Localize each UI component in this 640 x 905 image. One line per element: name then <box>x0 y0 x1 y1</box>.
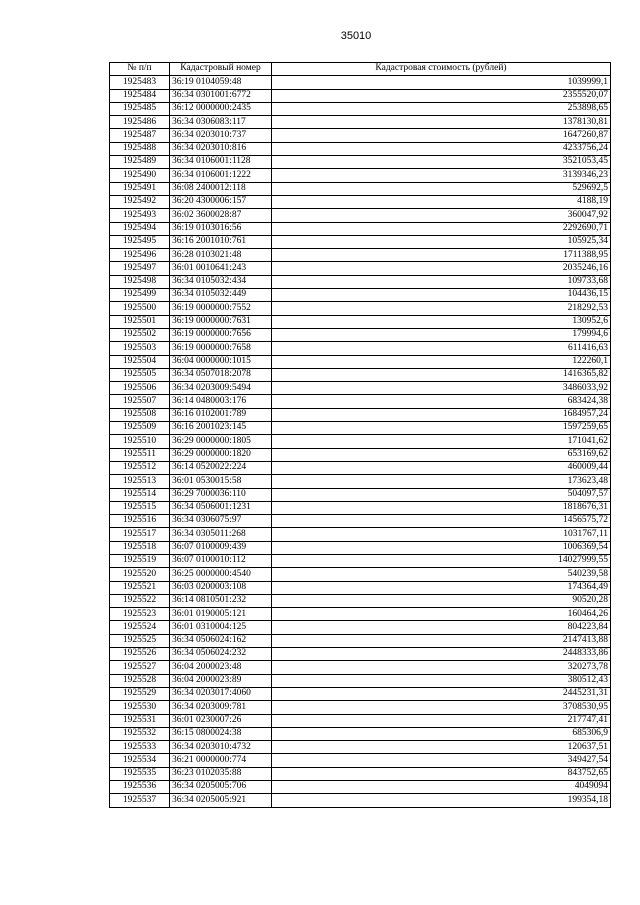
cadastral-number: 36:34 0105032:434 <box>170 275 272 288</box>
table-body <box>110 76 611 807</box>
cadastral-number: 36:34 0506024:162 <box>170 634 272 647</box>
row-number: 1925506 <box>110 382 170 395</box>
row-number: 1925485 <box>110 102 170 115</box>
table-row <box>110 741 611 754</box>
cadastral-number: 36:16 2001010:761 <box>170 235 272 248</box>
table-row <box>110 608 611 621</box>
cadastral-number: 36:34 0106001:1222 <box>170 169 272 182</box>
cadastral-value: 120637,51 <box>272 741 611 754</box>
cadastral-number: 36:34 0306075:97 <box>170 515 272 528</box>
row-number: 1925527 <box>110 661 170 674</box>
row-number: 1925532 <box>110 727 170 740</box>
cadastral-number: 36:02 3600028:87 <box>170 209 272 222</box>
cadastral-number: 36:34 0205005:921 <box>170 794 272 807</box>
row-number: 1925523 <box>110 608 170 621</box>
row-number: 1925494 <box>110 222 170 235</box>
cadastral-value: 109733,68 <box>272 275 611 288</box>
cadastral-number: 36:34 0305011:268 <box>170 528 272 541</box>
cadastral-number: 36:34 0205005:706 <box>170 781 272 794</box>
row-number: 1925512 <box>110 461 170 474</box>
cadastral-value: 1378130,81 <box>272 116 611 129</box>
cadastral-number: 36:04 2000023:89 <box>170 674 272 687</box>
cadastral-number: 36:23 0102035:88 <box>170 767 272 780</box>
table-row <box>110 182 611 195</box>
cadastral-value: 360047,92 <box>272 209 611 222</box>
header-cadastral-value: Кадастровая стоимость (рублей) <box>272 63 611 76</box>
table-row <box>110 302 611 315</box>
cadastral-number: 36:34 0506001:1231 <box>170 501 272 514</box>
cadastral-number: 36:34 0306083:117 <box>170 116 272 129</box>
table-row <box>110 581 611 594</box>
table-row <box>110 102 611 115</box>
table-row <box>110 488 611 501</box>
cadastral-number: 36:34 0203009:5494 <box>170 382 272 395</box>
cadastral-value: 1031767,11 <box>272 528 611 541</box>
row-number: 1925530 <box>110 701 170 714</box>
table-row <box>110 209 611 222</box>
cadastral-number: 36:16 0102001:789 <box>170 408 272 421</box>
table-row <box>110 541 611 554</box>
cadastral-value: 3139346,23 <box>272 169 611 182</box>
cadastral-number: 36:28 0103021:48 <box>170 249 272 262</box>
cadastral-number: 36:34 0507018:2078 <box>170 368 272 381</box>
row-number: 1925522 <box>110 594 170 607</box>
row-number: 1925490 <box>110 169 170 182</box>
page-number: 35010 <box>340 30 372 42</box>
cadastral-value: 4188,19 <box>272 195 611 208</box>
row-number: 1925520 <box>110 568 170 581</box>
row-number: 1925503 <box>110 342 170 355</box>
table-row <box>110 342 611 355</box>
cadastral-number: 36:34 0203010:737 <box>170 129 272 142</box>
cadastral-value: 1039999,1 <box>272 76 611 89</box>
cadastral-value: 14027999,55 <box>272 554 611 567</box>
table-row <box>110 515 611 528</box>
row-number: 1925536 <box>110 781 170 794</box>
cadastral-value: 1647260,87 <box>272 129 611 142</box>
cadastral-number: 36:12 0000000:2435 <box>170 102 272 115</box>
table-row <box>110 275 611 288</box>
table-row <box>110 634 611 647</box>
header-cadastral-number: Кадастровый номер <box>170 63 272 76</box>
cadastral-value: 199354,18 <box>272 794 611 807</box>
cadastral-value: 90520,28 <box>272 594 611 607</box>
row-number: 1925518 <box>110 541 170 554</box>
row-number: 1925491 <box>110 182 170 195</box>
cadastral-number: 36:25 0000000:4540 <box>170 568 272 581</box>
cadastral-number: 36:19 0000000:7631 <box>170 315 272 328</box>
cadastral-number: 36:01 0010641:243 <box>170 262 272 275</box>
cadastral-number: 36:34 0301001:6772 <box>170 89 272 102</box>
cadastral-number: 36:14 0810501:232 <box>170 594 272 607</box>
cadastral-number: 36:34 0203017:4060 <box>170 687 272 700</box>
cadastral-number: 36:34 0106001:1128 <box>170 156 272 169</box>
cadastral-number: 36:01 0530015:58 <box>170 475 272 488</box>
cadastral-number: 36:34 0105032:449 <box>170 289 272 302</box>
table-row <box>110 528 611 541</box>
row-number: 1925526 <box>110 648 170 661</box>
row-number: 1925508 <box>110 408 170 421</box>
row-number: 1925495 <box>110 235 170 248</box>
cadastral-value: 611416,63 <box>272 342 611 355</box>
cadastral-value: 380512,43 <box>272 674 611 687</box>
cadastral-value: 3708530,95 <box>272 701 611 714</box>
row-number: 1925521 <box>110 581 170 594</box>
cadastral-value: 2355520,07 <box>272 89 611 102</box>
cadastral-number: 36:07 0100009:439 <box>170 541 272 554</box>
cadastral-number: 36:34 0203010:816 <box>170 142 272 155</box>
cadastral-value: 105925,34 <box>272 235 611 248</box>
cadastral-number: 36:03 0200003:108 <box>170 581 272 594</box>
table-row <box>110 89 611 102</box>
table-row <box>110 501 611 514</box>
cadastral-value: 3486033,92 <box>272 382 611 395</box>
row-number: 1925507 <box>110 395 170 408</box>
table-row <box>110 142 611 155</box>
table-row <box>110 116 611 129</box>
cadastral-number: 36:21 0000000:774 <box>170 754 272 767</box>
table-row <box>110 661 611 674</box>
cadastral-value: 179994,6 <box>272 328 611 341</box>
cadastral-value: 171041,62 <box>272 435 611 448</box>
row-number: 1925500 <box>110 302 170 315</box>
table-row <box>110 594 611 607</box>
row-number: 1925498 <box>110 275 170 288</box>
cadastral-value: 504097,57 <box>272 488 611 501</box>
row-number: 1925488 <box>110 142 170 155</box>
table-row <box>110 222 611 235</box>
table-row <box>110 368 611 381</box>
table-row <box>110 648 611 661</box>
table-row <box>110 794 611 807</box>
cadastral-value: 174364,49 <box>272 581 611 594</box>
cadastral-value: 683424,38 <box>272 395 611 408</box>
cadastral-number: 36:14 0520022:224 <box>170 461 272 474</box>
cadastral-number: 36:14 0480003:176 <box>170 395 272 408</box>
cadastral-number: 36:20 4300006:157 <box>170 195 272 208</box>
row-number: 1925519 <box>110 554 170 567</box>
table-row <box>110 568 611 581</box>
cadastral-number: 36:04 2000023:48 <box>170 661 272 674</box>
row-number: 1925492 <box>110 195 170 208</box>
row-number: 1925502 <box>110 328 170 341</box>
cadastral-number: 36:34 0506024:232 <box>170 648 272 661</box>
table-row <box>110 395 611 408</box>
table-row <box>110 262 611 275</box>
cadastral-value: 804223,84 <box>272 621 611 634</box>
row-number: 1925528 <box>110 674 170 687</box>
cadastral-number: 36:08 2400012:118 <box>170 182 272 195</box>
cadastral-number: 36:29 7000036:110 <box>170 488 272 501</box>
table-row <box>110 461 611 474</box>
table-row <box>110 169 611 182</box>
row-number: 1925493 <box>110 209 170 222</box>
cadastral-value: 540239,58 <box>272 568 611 581</box>
table-row <box>110 475 611 488</box>
cadastral-value: 2147413,88 <box>272 634 611 647</box>
cadastral-value: 685306,9 <box>272 727 611 740</box>
row-number: 1925497 <box>110 262 170 275</box>
row-number: 1925501 <box>110 315 170 328</box>
cadastral-number: 36:19 0000000:7552 <box>170 302 272 315</box>
cadastral-value: 460009,44 <box>272 461 611 474</box>
cadastral-number: 36:07 0100010:112 <box>170 554 272 567</box>
row-number: 1925525 <box>110 634 170 647</box>
cadastral-value: 130952,6 <box>272 315 611 328</box>
table-row <box>110 554 611 567</box>
cadastral-number: 36:19 0000000:7658 <box>170 342 272 355</box>
row-number: 1925509 <box>110 422 170 435</box>
cadastral-value: 2035246,16 <box>272 262 611 275</box>
row-number: 1925486 <box>110 116 170 129</box>
row-number: 1925489 <box>110 156 170 169</box>
cadastral-value: 320273,78 <box>272 661 611 674</box>
row-number: 1925487 <box>110 129 170 142</box>
table-row <box>110 727 611 740</box>
header-row <box>110 63 611 76</box>
table-row <box>110 195 611 208</box>
cadastral-value: 2445231,31 <box>272 687 611 700</box>
cadastral-value: 653169,62 <box>272 448 611 461</box>
cadastral-value: 2448333,86 <box>272 648 611 661</box>
cadastral-number: 36:19 0000000:7656 <box>170 328 272 341</box>
row-number: 1925504 <box>110 355 170 368</box>
table-row <box>110 422 611 435</box>
table-row <box>110 435 611 448</box>
header-row-number: № п/п <box>110 63 170 76</box>
row-number: 1925510 <box>110 435 170 448</box>
cadastral-value: 1597259,65 <box>272 422 611 435</box>
cadastral-value: 218292,53 <box>272 302 611 315</box>
table-header <box>110 63 611 76</box>
row-number: 1925511 <box>110 448 170 461</box>
row-number: 1925496 <box>110 249 170 262</box>
cadastral-value: 1456575,72 <box>272 515 611 528</box>
table-row <box>110 328 611 341</box>
table-row <box>110 714 611 727</box>
cadastral-value: 217747,41 <box>272 714 611 727</box>
row-number: 1925516 <box>110 515 170 528</box>
cadastral-number: 36:01 0230007:26 <box>170 714 272 727</box>
cadastral-value: 3521053,45 <box>272 156 611 169</box>
row-number: 1925531 <box>110 714 170 727</box>
cadastral-number: 36:15 0800024:38 <box>170 727 272 740</box>
cadastral-value: 253898,65 <box>272 102 611 115</box>
row-number: 1925533 <box>110 741 170 754</box>
cadastral-value: 4233756,24 <box>272 142 611 155</box>
cadastral-value: 529692,5 <box>272 182 611 195</box>
cadastral-value: 1416365,82 <box>272 368 611 381</box>
row-number: 1925517 <box>110 528 170 541</box>
row-number: 1925537 <box>110 794 170 807</box>
row-number: 1925529 <box>110 687 170 700</box>
table-row <box>110 289 611 302</box>
row-number: 1925524 <box>110 621 170 634</box>
cadastral-value-table <box>109 62 611 808</box>
cadastral-value: 104436,15 <box>272 289 611 302</box>
table-row <box>110 315 611 328</box>
table-row <box>110 129 611 142</box>
cadastral-number: 36:19 0104059:48 <box>170 76 272 89</box>
cadastral-number: 36:29 0000000:1820 <box>170 448 272 461</box>
cadastral-number: 36:16 2001023:145 <box>170 422 272 435</box>
row-number: 1925514 <box>110 488 170 501</box>
cadastral-number: 36:34 0203009:781 <box>170 701 272 714</box>
cadastral-number: 36:04 0000000:1015 <box>170 355 272 368</box>
table-row <box>110 674 611 687</box>
row-number: 1925484 <box>110 89 170 102</box>
table-row <box>110 767 611 780</box>
cadastral-value: 349427,54 <box>272 754 611 767</box>
cadastral-number: 36:01 0310004:125 <box>170 621 272 634</box>
cadastral-value: 122260,1 <box>272 355 611 368</box>
table-row <box>110 687 611 700</box>
table-row <box>110 621 611 634</box>
table-row <box>110 235 611 248</box>
table-row <box>110 754 611 767</box>
cadastral-number: 36:01 0190005:121 <box>170 608 272 621</box>
table-row <box>110 249 611 262</box>
table-row <box>110 76 611 89</box>
cadastral-value: 1006369,54 <box>272 541 611 554</box>
table-row <box>110 701 611 714</box>
cadastral-value: 4049094 <box>272 781 611 794</box>
row-number: 1925534 <box>110 754 170 767</box>
cadastral-value: 1818676,31 <box>272 501 611 514</box>
table-row <box>110 781 611 794</box>
cadastral-value: 160464,26 <box>272 608 611 621</box>
cadastral-value: 843752,65 <box>272 767 611 780</box>
row-number: 1925483 <box>110 76 170 89</box>
table-row <box>110 156 611 169</box>
table-row <box>110 408 611 421</box>
cadastral-number: 36:29 0000000:1805 <box>170 435 272 448</box>
table-row <box>110 448 611 461</box>
table-row <box>110 355 611 368</box>
row-number: 1925499 <box>110 289 170 302</box>
row-number: 1925515 <box>110 501 170 514</box>
cadastral-number: 36:19 0103016:56 <box>170 222 272 235</box>
cadastral-value: 173623,48 <box>272 475 611 488</box>
cadastral-value: 1711388,95 <box>272 249 611 262</box>
row-number: 1925535 <box>110 767 170 780</box>
cadastral-value: 1684957,24 <box>272 408 611 421</box>
cadastral-number: 36:34 0203010:4732 <box>170 741 272 754</box>
row-number: 1925505 <box>110 368 170 381</box>
row-number: 1925513 <box>110 475 170 488</box>
table-row <box>110 382 611 395</box>
cadastral-value: 2292690,71 <box>272 222 611 235</box>
